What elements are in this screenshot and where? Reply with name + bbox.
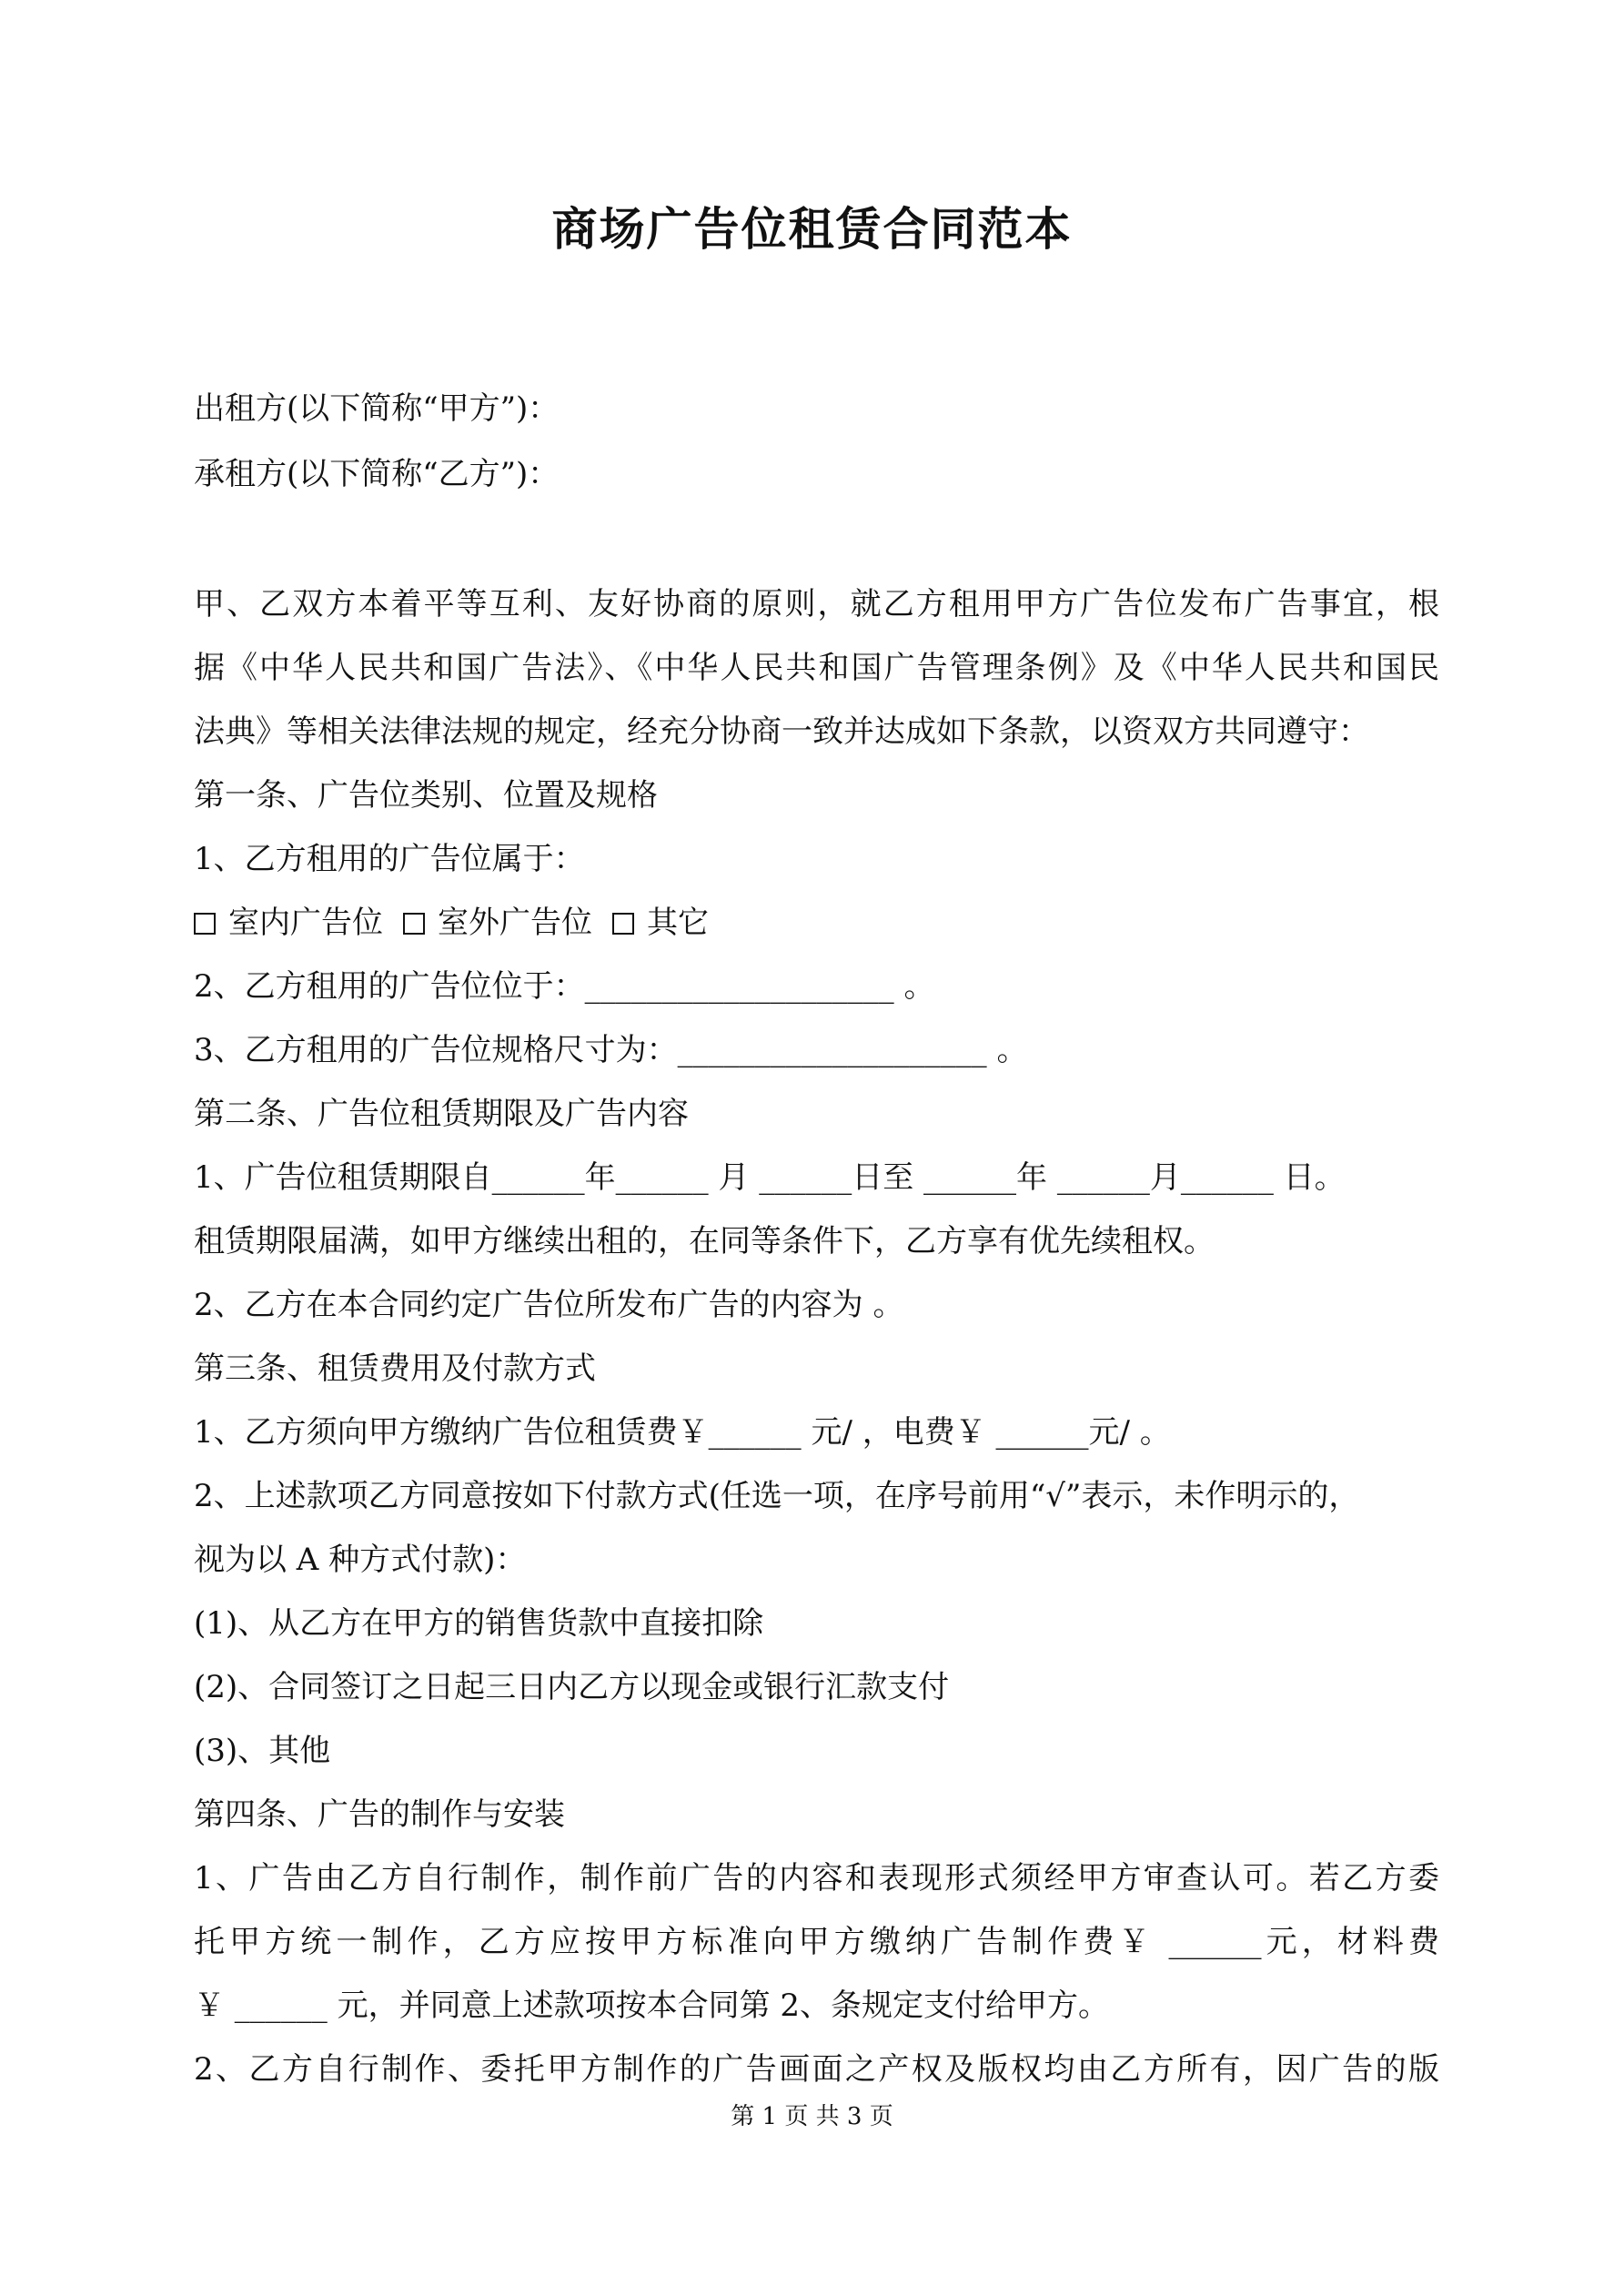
indoor-checkbox[interactable] — [194, 913, 216, 935]
article1-item1: 1、乙方租用的广告位属于： — [194, 841, 585, 877]
outdoor-option-label: 室外广告位 — [438, 905, 592, 941]
article3-item2-line1: 2、上述款项乙方同意按如下付款方式(任选一项，在序号前用“√”表示，未作明示的， — [194, 1478, 1360, 1514]
article2-item1-line2: 租赁期限届满，如甲方继续出租的，在同等条件下，乙方享有优先续租权。 — [194, 1223, 1215, 1259]
ad-type-options — [194, 904, 729, 943]
article4-item1-line3: ￥ ______ 元，并同意上述款项按本合同第 2、条规定支付给甲方。 — [194, 1988, 1110, 2024]
intro-line-3: 法典》等相关法律法规的规定，经充分协商一致并达成如下条款，以资双方共同遵守： — [194, 713, 1369, 750]
article1-heading: 第一条、广告位类别、位置及规格 — [194, 777, 658, 814]
outdoor-checkbox[interactable] — [403, 913, 425, 935]
article3-item1: 1、乙方须向甲方缴纳广告位租赁费￥______ 元/ ，电费￥ ______元/ 。 — [194, 1414, 1171, 1451]
intro-line-2: 据《中华人民共和国广告法》、《中华人民共和国广告管理条例》及《中华人民共和国民 — [194, 650, 1439, 686]
article4-heading: 第四条、广告的制作与安装 — [194, 1796, 565, 1833]
article2-item1-line1: 1、广告位租赁期限自______年______ 月 ______日至 ______年 ______月______ 日。 — [194, 1159, 1346, 1196]
article4-item1-line1: 1、广告由乙方自行制作，制作前广告的内容和表现形式须经甲方审查认可。若乙方委 — [194, 1860, 1439, 1896]
page-footer: 第 1 页 共 3 页 — [731, 2103, 893, 2130]
article4-item2-line1: 2、乙方自行制作、委托甲方制作的广告画面之产权及版权均由乙方所有，因广告的版 — [194, 2051, 1439, 2088]
payment-option-1: (1)、从乙方在甲方的销售货款中直接扣除 — [194, 1605, 764, 1642]
indoor-option-label: 室内广告位 — [228, 905, 383, 941]
intro-line-1: 甲、乙双方本着平等互利、友好协商的原则，就乙方租用甲方广告位发布广告事宜，根 — [194, 586, 1439, 622]
other-checkbox[interactable] — [612, 913, 634, 935]
document-title: 商场广告位租赁合同范本 — [551, 202, 1073, 256]
lessor-line: 出租方(以下简称“甲方”)： — [194, 390, 560, 427]
article4-item1-line2: 托甲方统一制作，乙方应按甲方标准向甲方缴纳广告制作费￥ ______元，材料费 — [194, 1924, 1439, 1960]
payment-option-2: (2)、合同签订之日起三日内乙方以现金或银行汇款支付 — [194, 1669, 950, 1705]
article3-heading: 第三条、租赁费用及付款方式 — [194, 1350, 596, 1387]
article2-heading: 第二条、广告位租赁期限及广告内容 — [194, 1096, 689, 1132]
article3-item2-line2: 视为以 A 种方式付款)： — [194, 1542, 527, 1578]
article1-item3: 3、乙方租用的广告位规格尺寸为：____________________ 。 — [194, 1032, 1028, 1068]
lessee-line: 承租方(以下简称“乙方”)： — [194, 456, 560, 492]
payment-option-3: (3)、其他 — [194, 1733, 331, 1769]
article2-item2: 2、乙方在本合同约定广告位所发布广告的内容为 。 — [194, 1287, 904, 1323]
other-option-label: 其它 — [647, 905, 709, 941]
article1-item2: 2、乙方租用的广告位位于：____________________ 。 — [194, 968, 935, 1005]
